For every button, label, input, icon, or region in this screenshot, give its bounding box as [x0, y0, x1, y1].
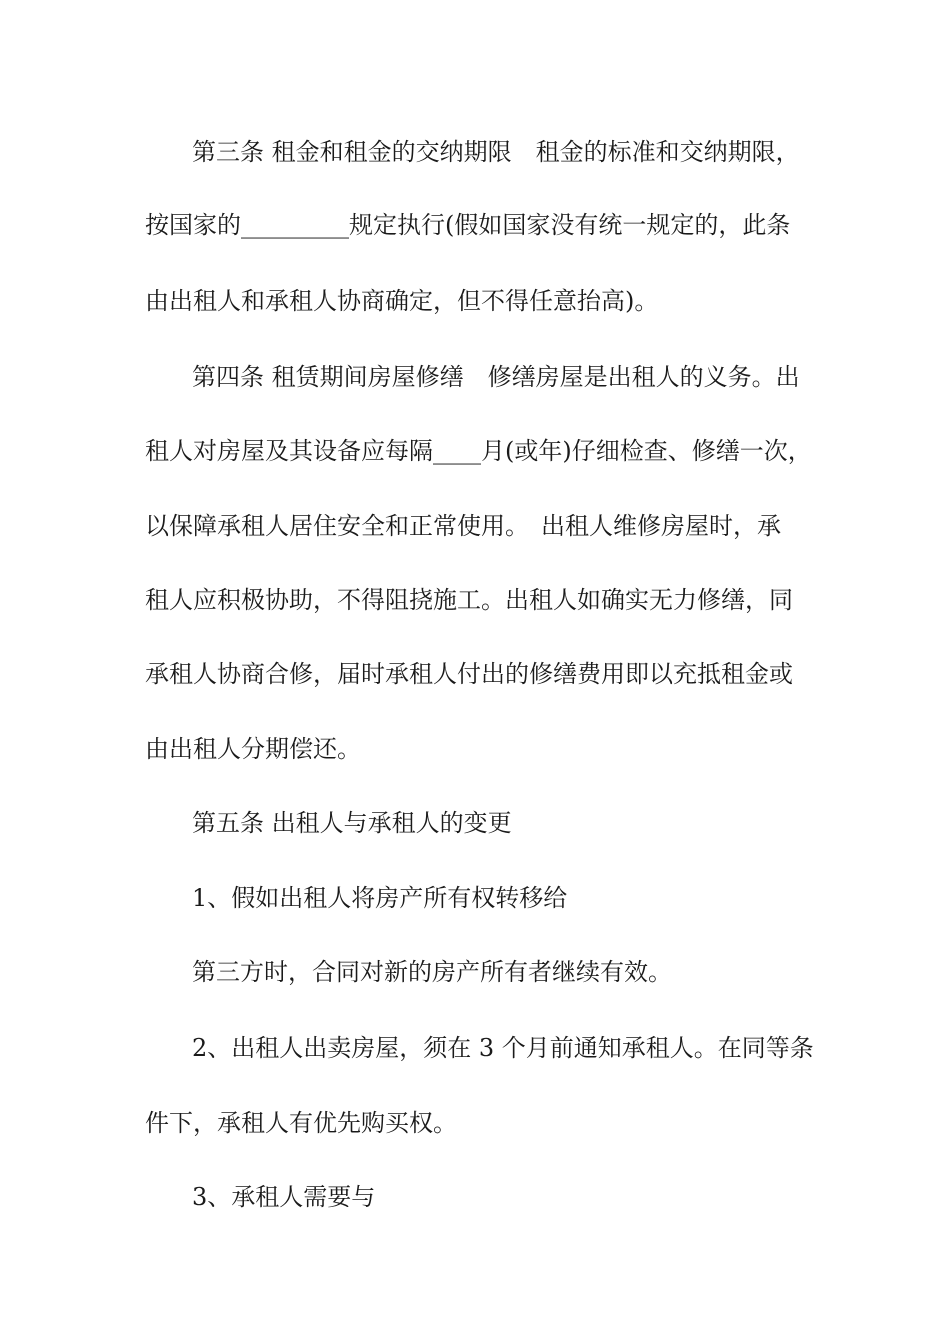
article-4-body-line-4: 承租人协商合修，届时承租人付出的修缮费用即以充抵租金或: [145, 660, 793, 688]
article-3-body-line-1: 按国家的_________规定执行(假如国家没有统一规定的，此条: [145, 211, 791, 239]
article-3-heading-line: 第三条 租金和租金的交纳期限 租金的标准和交纳期限，: [192, 138, 800, 166]
article-4-body-line-1: 租人对房屋及其设备应每隔____月(或年)仔细检查、修缮一次，: [145, 437, 812, 465]
article-4-heading-line: 第四条 租赁期间房屋修缮 修缮房屋是出租人的义务。出: [192, 363, 800, 391]
article-4-body-line-5: 由出租人分期偿还。: [145, 735, 361, 763]
article-5-item-2-line-1: 2、出租人出卖房屋，须在 3 个月前通知承租人。在同等条: [192, 1034, 814, 1062]
article-4-body-line-2: 以保障承租人居住安全和正常使用。 出租人维修房屋时，承: [145, 512, 781, 540]
article-5-item-3-line-1: 3、承租人需要与: [192, 1183, 376, 1211]
article-4-body-line-3: 租人应积极协助，不得阻挠施工。出租人如确实无力修缮，同: [145, 586, 793, 614]
article-5-item-1-line-2: 第三方时，合同对新的房产所有者继续有效。: [192, 958, 672, 986]
article-3-body-line-2: 由出租人和承租人协商确定，但不得任意抬高)。: [145, 287, 659, 315]
article-5-item-2-line-2: 件下，承租人有优先购买权。: [145, 1109, 457, 1137]
article-5-item-1-line-1: 1、假如出租人将房产所有权转移给: [192, 884, 568, 912]
article-5-heading-line: 第五条 出租人与承租人的变更: [192, 809, 512, 837]
